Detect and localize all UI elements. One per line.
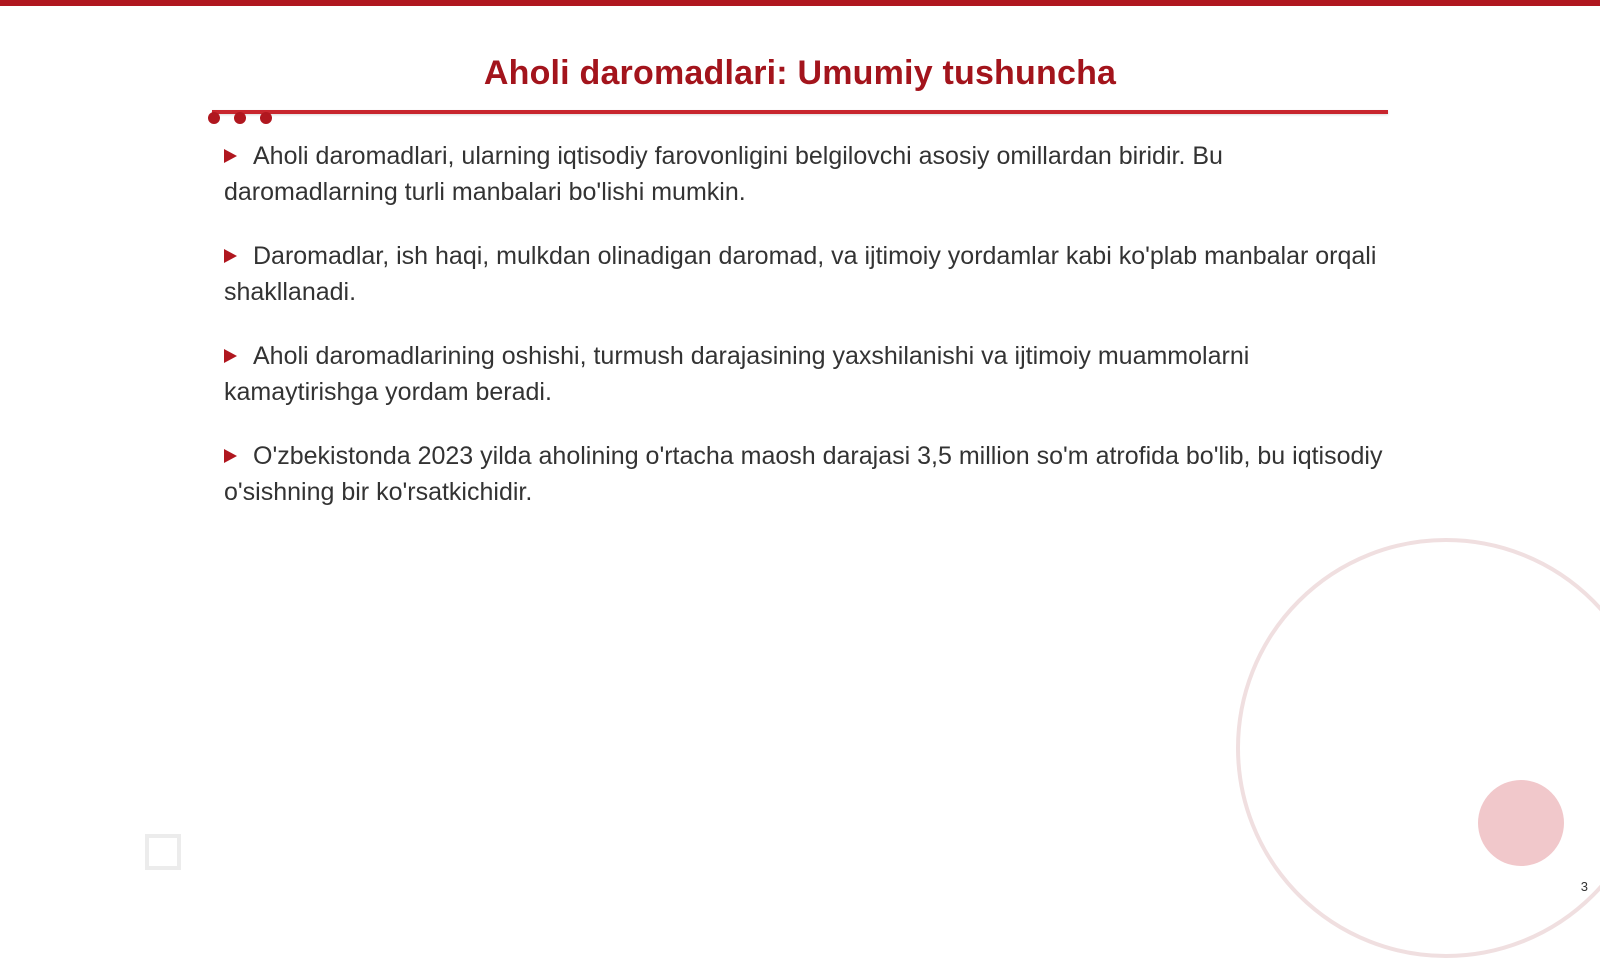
triangle-right-icon: [224, 349, 237, 363]
bullet-text: Aholi daromadlarining oshishi, turmush darajasining yaxshilanishi va ijtimoiy muammolarni kamaytirishga yordam beradi.: [224, 342, 1250, 406]
bullet-text: O'zbekistonda 2023 yilda aholining o'rtacha maosh darajasi 3,5 million so'm atrofida bo'lib, bu iqtisodiy o'sishning bir ko'rsatkichidir.: [224, 442, 1383, 506]
decor-dot-2: [234, 112, 246, 124]
bullet-item: [224, 238, 1384, 310]
decorative-circle: [1236, 538, 1600, 958]
bullet-text: Daromadlar, ish haqi, mulkdan olinadigan daromad, va ijtimoiy yordamlar kabi ko'plab manbalar orqali shakllanadi.: [224, 242, 1377, 306]
bullet-item: [224, 438, 1384, 510]
bullet-item: [224, 338, 1384, 410]
bullet-item: [224, 138, 1384, 210]
page-number: 3: [1580, 879, 1588, 894]
decorative-square: [145, 834, 181, 870]
decor-dot-1: [208, 112, 220, 124]
triangle-right-icon: [224, 449, 237, 463]
decorative-filled-circle: [1478, 780, 1564, 866]
slide-title: Aholi daromadlari: Umumiy tushuncha: [483, 54, 1117, 92]
top-accent-bar: [0, 0, 1600, 6]
bullet-text: Aholi daromadlari, ularning iqtisodiy farovonligini belgilovchi asosiy omillardan biridir. Bu daromadlarning turli manbalari bo'lishi mumkin.: [224, 142, 1223, 206]
decor-dot-3: [260, 112, 272, 124]
bullet-list: [224, 138, 1384, 538]
triangle-right-icon: [224, 149, 237, 163]
title-underline: [212, 110, 1388, 114]
triangle-right-icon: [224, 249, 237, 263]
